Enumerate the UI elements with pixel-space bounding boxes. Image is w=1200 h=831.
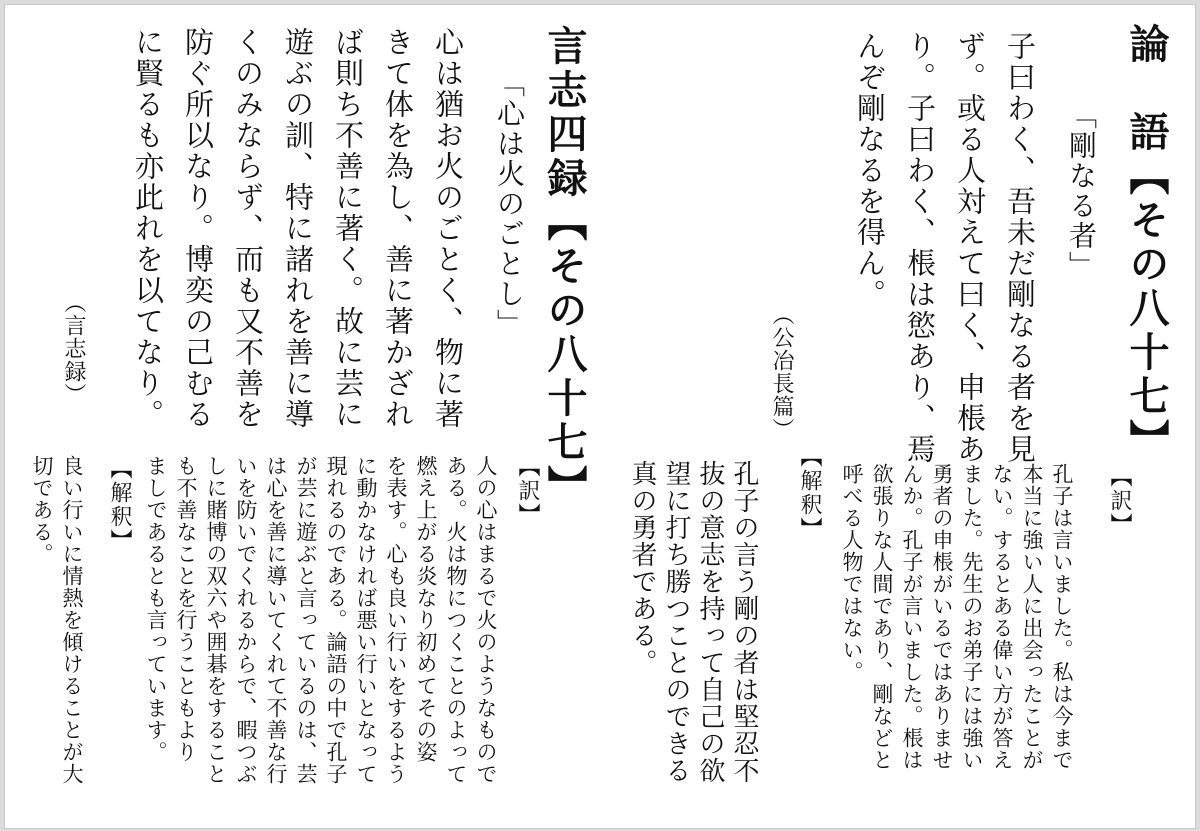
text-line: 防ぐ所以なり。博奕の己むる [181, 27, 215, 430]
text-line: に動かなければ悪い行いとなって [354, 455, 378, 785]
text-line: 勇者の申棖がいるではありませ [930, 463, 954, 771]
text-line: は心を善に導いてくれて不善な行 [264, 455, 288, 785]
rongo-source: （公冶長篇） [769, 303, 794, 441]
genshi-translation [141, 455, 501, 785]
text-line: 子曰わく、吾未だ剛なる者を見 [1003, 31, 1037, 465]
genshi-classic-text [123, 27, 473, 430]
text-line: 燃え上がる炎なり初めてその姿 [414, 455, 438, 763]
text-line: ず。或る人対えて曰く、申棖あ [953, 31, 987, 465]
text-line: が芸に遊ぶと言っているのは、芸 [294, 455, 318, 785]
genshi-interpretation [27, 455, 87, 785]
text-line: 本当に強い人に出会ったことが [1020, 463, 1044, 771]
text-line: んぞ剛なるを得ん。 [853, 31, 887, 310]
text-line: 欲張りな人間であり、剛などと [870, 463, 894, 771]
text-line: んか。孔子が言いました。棖は [900, 463, 924, 771]
text-line: 抜の意志を持って自己の欲 [695, 460, 725, 784]
text-line: ましであるとも言っています。 [144, 455, 168, 763]
rongo-translation-heading: 【訳】 [1107, 465, 1132, 537]
text-line: きて体を為し、善に著かざれ [381, 27, 415, 430]
rongo-interpretation-heading: 【解釈】 [797, 445, 822, 541]
text-line: くのみならず、而も又不善を [231, 27, 265, 430]
document-page [4, 4, 1196, 829]
text-line: 心は猶お火のごとく、物に著 [431, 27, 465, 430]
text-line: 遊ぶの訓、特に諸れを善に導 [281, 27, 315, 430]
rongo-subtitle: 「剛なる者」 [1065, 101, 1098, 281]
text-line: 良い行いに情熱を傾けることが大 [60, 455, 84, 785]
text-line: いを防いでくれるからで、暇つぶ [234, 455, 258, 785]
text-line: に賢るも亦此れを以てなり。 [131, 27, 165, 430]
rongo-interpretation [625, 460, 761, 784]
text-line: 真の勇者である。 [627, 460, 657, 676]
text-line: を表す。心も良い行いをするよう [384, 455, 408, 785]
rongo-classic-text [845, 31, 1045, 465]
text-line: 切である。 [30, 455, 54, 565]
text-line: 人の心はまるで火のようなもので [474, 455, 498, 785]
genshi-interpretation-heading: 【解釈】 [107, 457, 132, 553]
text-line: 現れるのである。論語の中で孔子 [324, 455, 348, 785]
text-line: 呼べる人物ではない。 [840, 463, 864, 683]
rongo-translation [837, 463, 1077, 771]
text-line: も不善なことを行うこともより [174, 455, 198, 763]
text-line: ない。するとある偉い方が答え [990, 463, 1014, 771]
text-line: しに賭博の双六や囲碁をすること [204, 455, 228, 785]
text-line: 孔子の言う剛の者は堅忍不 [729, 460, 759, 784]
text-line: ある。火は物につくことのよって [444, 455, 468, 785]
genshi-translation-heading: 【訳】 [515, 455, 540, 527]
text-line: り。子曰わく、棖は慾あり、焉 [903, 31, 937, 465]
genshi-title: 言志四録【その八十七】 [541, 25, 587, 509]
text-line: ました。先生のお弟子には強い [960, 463, 984, 771]
text-line: 望に打ち勝つことのできる [661, 460, 691, 784]
rongo-title: 論 語【その八十七】 [1123, 23, 1169, 463]
genshi-source: （言志録） [61, 291, 86, 406]
text-line: ば則ち不善に著く。故に芸に [331, 27, 365, 430]
genshi-subtitle: 「心は火のごとし」 [493, 69, 526, 339]
text-line: 孔子は言いました。私は今まで [1050, 463, 1074, 771]
